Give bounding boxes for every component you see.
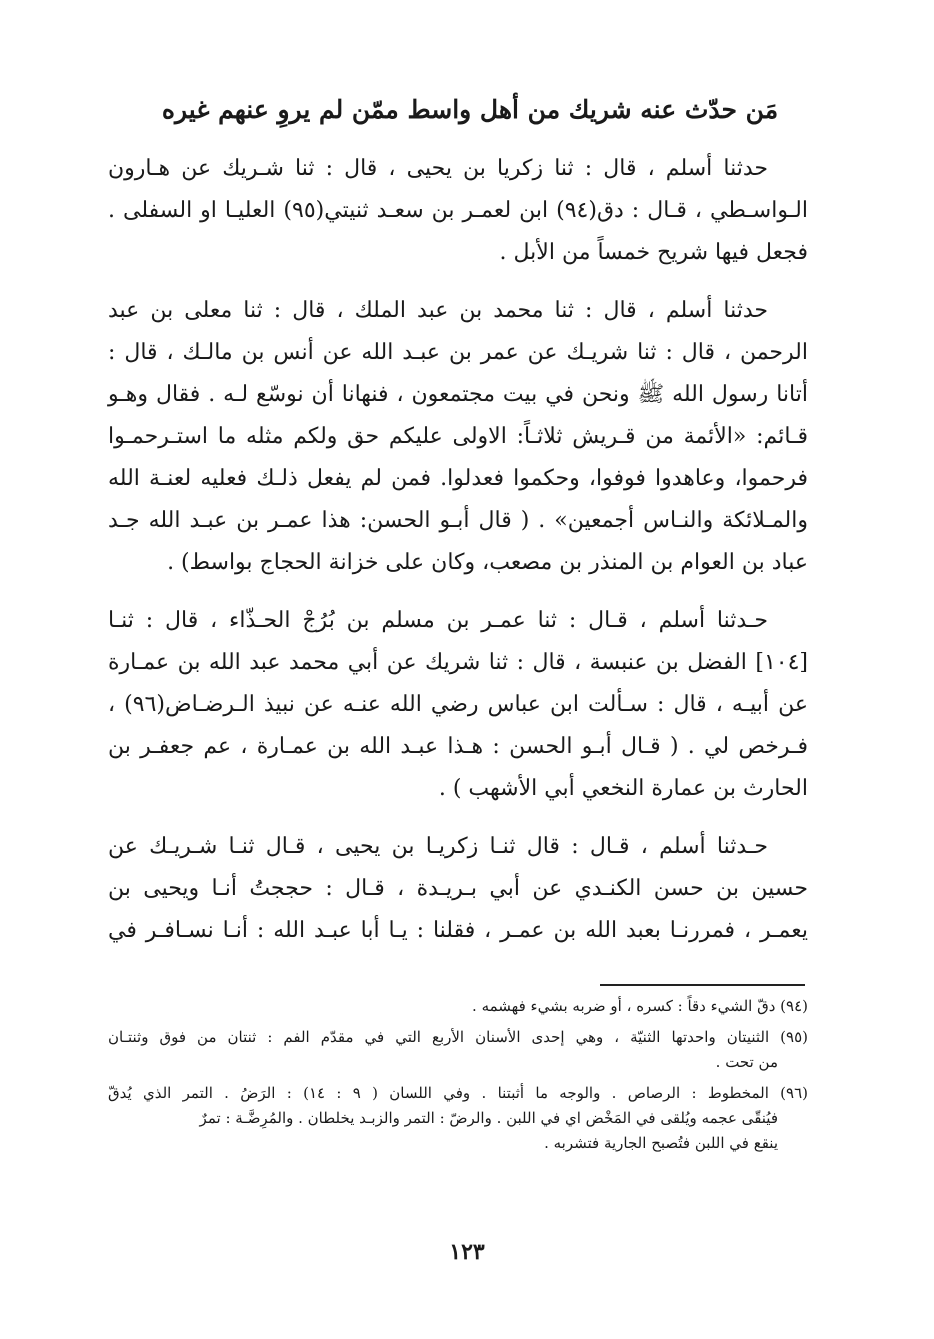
page-number: ١٢٣ [449,1239,485,1265]
footnote-divider [600,984,805,986]
text-line: فرحموا، وعاهدوا فوفوا، وحكموا فعدلوا. فمن لم يفعل ذلـك فعليه لعنـة الله [108,466,808,491]
text-line: فجعل فيها شريح خمساً من الأبل . [499,240,808,265]
text-line: حدثنا أسلم ، قال : ثنا محمد بن عبد الملك ، قال : ثنا معلى بن عبد [108,298,768,323]
footnote [108,1081,808,1156]
footnote [108,1025,808,1075]
footnote [108,994,808,1019]
text-line: الحارث بن عمارة النخعي أبي الأشهب ) . [438,776,808,801]
footnotes [108,994,808,1162]
text-line: يعمـر ، فمررنـا بعبد الله بن عمـر ، فقلنا : يـا أبا عبـد الله : أنـا نسـافـر في [108,918,808,943]
paragraph [108,826,808,952]
footnote-line: ينقع في اللبن فتُصبح الجارية فتشربه . [544,1134,778,1152]
text-line: عباد بن العوام بن المنذر بن مصعب، وكان على خزانة الحجاج بواسط) . [167,550,808,575]
text-line: أتانا رسول الله ﷺ ونحن في بيت مجتمعون ، فنهانا أن نوسّع لـه . فقال وهـو [108,382,808,407]
footnote-line: من تحت . [715,1053,778,1071]
text-line: عن أبيـه ، قال : سـألت ابن عباس رضي الله عنـه عن نبيذ الـرضـاض(٩٦) ، [108,692,808,717]
text-line: حسين بن حسن الكنـدي عن أبي بـريـدة ، قـال : حججتُ أنـا ويحيى بن [108,876,808,901]
page-title: مَن حدّث عنه شريك من أهل واسط ممّن لم يروِ عنهم غيره [161,95,779,124]
text-line: الـواسـطي ، قـال : دق(٩٤) ابن لعمـر بن سعـد ثنيتي(٩٥) العليـا او السفلى . [108,198,808,223]
footnote-line: (٩٦) المخطوط : الرصاص . والوجه ما أثبتنا . وفي اللسان ( ٩ : ١٤) : الرَضُ . التمر الذي يُدقّ [108,1084,809,1102]
text-line: قـائم: «الأئمة من قـريش ثلاثـاً: الاولى عليكم حق ولكم مثله ما استـرحمـوا [108,424,808,449]
footnote-line: فيُنقّى عجمه ويُلقى في المَخْض اي في اللبن . والرضّ : التمر والزبـد يخلطان . والمُرِضَّـة : تمرٌ [199,1109,778,1127]
footnote-line: (٩٤) دقّ الشيء دقاً : كسره ، أو ضربه بشيء فهشمه . [472,997,808,1015]
main-text [108,148,808,968]
paragraph [108,290,808,584]
text-line: [١٠٤] الفضل بن عنبسة ، قال : ثنا شريك عن أبي محمد عبد الله بن عمـارة [108,650,808,675]
text-line: فـرخص لي . ( قـال أبـو الحسن : هـذا عبـد الله بن عمـارة ، عم جعفـر بن [108,734,808,759]
text-line: حدثنا أسلم ، قال : ثنا زكريا بن يحيى ، قال : ثنا شـريك عن هـارون [108,156,768,181]
paragraph [108,148,808,274]
text-line: حـدثنا أسلم ، قـال : قال ثنـا زكريـا بن يحيى ، قـال ثنـا شـريـك عن [108,834,768,859]
footnote-line: (٩٥) الثنيتان واحدتها الثنيّة ، وهي إحدى الأسنان الأربع التي في مقدّم الفم : ثنتان من فوق وثنتـان [108,1028,808,1046]
paragraph [108,600,808,810]
text-line: والمـلائكة والنـاس أجمعين» . ( قال أبـو الحسن: هذا عمـر بن عبـد الله جـد [108,508,808,533]
text-line: حـدثنا أسلم ، قـال : ثنا عمـر بن مسلم بن بُرُجْ الحـذّاء ، قال : ثنـا [108,608,768,633]
text-line: الرحمن ، قال : ثنا شريـك عن عمر بن عبـد الله عن أنس بن مالـك ، قال : [108,340,808,365]
